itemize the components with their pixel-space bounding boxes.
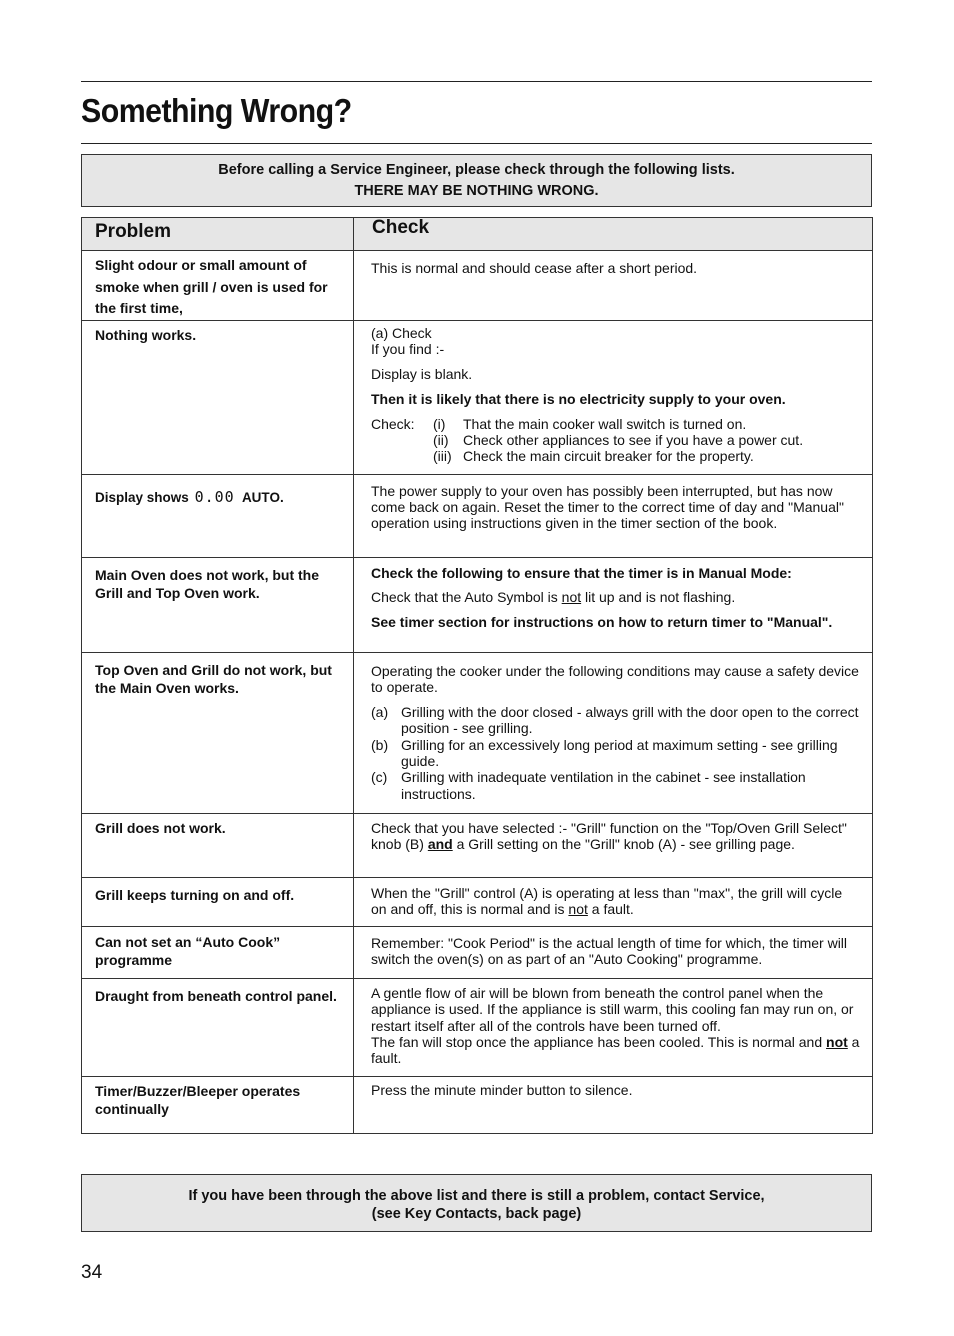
intro-line-1: Before calling a Service Engineer, please check through the following lists. bbox=[218, 162, 735, 178]
problem-cell: Can not set an “Auto Cook” programme bbox=[82, 926, 354, 978]
title-rule bbox=[81, 143, 872, 144]
page-title: Something Wrong? bbox=[81, 92, 352, 129]
table-row bbox=[82, 1076, 873, 1133]
problem-cell: Draught from beneath control panel. bbox=[82, 978, 354, 1076]
check-cell: Press the minute minder button to silence. bbox=[354, 1076, 873, 1133]
check-header: Check bbox=[354, 218, 873, 251]
table-row bbox=[82, 251, 873, 321]
problem-cell: Grill does not work. bbox=[82, 813, 354, 877]
troubleshooting-table bbox=[81, 217, 873, 1134]
problem-cell: Main Oven does not work, but the Grill and Top Oven work. bbox=[82, 557, 354, 652]
check-cell: The power supply to your oven has possibly been interrupted, but has now come back on again. Reset the timer to the correct time of day and "Manual" operation using instructions given in the timer section of the book. bbox=[354, 474, 873, 557]
page-number: 34 bbox=[81, 1262, 103, 1283]
table-row bbox=[82, 320, 873, 474]
table-row bbox=[82, 813, 873, 877]
problem-cell: Top Oven and Grill do not work, but the Main Oven works. bbox=[82, 652, 354, 813]
problem-cell: Grill keeps turning on and off. bbox=[82, 877, 354, 926]
problem-cell: Nothing works. bbox=[82, 320, 354, 474]
check-cell: Operating the cooker under the following conditions may cause a safety device to operate. (a) Grilling with the door closed - always grill with the door open to the correct position - see grilling. (b) Grilling for an excessively long period at maximum setting - see grilling guide. (c) Grilling with inadequate ventilation in the cabinet - see installation instructions. bbox=[354, 652, 873, 813]
intro-line-2: THERE MAY BE NOTHING WRONG. bbox=[354, 183, 599, 199]
service-line-1: If you have been through the above list and there is still a problem, contact Service, bbox=[188, 1188, 765, 1204]
top-rule bbox=[81, 81, 872, 82]
check-cell: When the "Grill" control (A) is operating at less than "max", the grill will cycle on and off, this is normal and is not a fault. bbox=[354, 877, 873, 926]
intro-notice bbox=[81, 154, 872, 207]
problem-cell: Slight odour or small amount of smoke when grill / oven is used for the first time, bbox=[82, 251, 354, 321]
problem-cell: Timer/Buzzer/Bleeper operates continually bbox=[82, 1076, 354, 1133]
check-cell: Check that you have selected :- "Grill" function on the "Top/Oven Grill Select" knob (B) and a Grill setting on the "Grill" knob (A) - see grilling page. bbox=[354, 813, 873, 877]
check-cell: (a) Check If you find :- Display is blank. Then it is likely that there is no electricity supply to your oven. Check: (i) That the main cooker wall switch is turned on. (ii) Check other appliances to see if you have a power cut. (iii) Check the main circuit breaker for the property. bbox=[354, 320, 873, 474]
problem-cell: Display shows 0.00 AUTO. bbox=[82, 474, 354, 557]
service-line-2: (see Key Contacts, back page) bbox=[371, 1206, 582, 1222]
table-header-row bbox=[82, 218, 873, 251]
table-row bbox=[82, 978, 873, 1076]
service-contact-notice bbox=[81, 1174, 872, 1232]
check-cell: This is normal and should cease after a short period. bbox=[354, 251, 873, 321]
problem-header: Problem bbox=[82, 218, 354, 251]
table-row bbox=[82, 474, 873, 557]
table-row bbox=[82, 877, 873, 926]
table-row bbox=[82, 652, 873, 813]
check-cell: Remember: "Cook Period" is the actual length of time for which, the timer will switch the oven(s) on as part of an "Auto Cooking" programme. bbox=[354, 926, 873, 978]
lcd-display-reading: 0.00 bbox=[194, 487, 235, 506]
table-row bbox=[82, 557, 873, 652]
check-cell: Check the following to ensure that the timer is in Manual Mode: Check that the Auto Symbol is not lit up and is not flashing. See timer section for instructions on how to return timer to "Manual". bbox=[354, 557, 873, 652]
table-row bbox=[82, 926, 873, 978]
check-cell: A gentle flow of air will be blown from beneath the control panel when the appliance is used. If the appliance is still warm, this cooling fan may run on, or restart itself after all of the controls have been turned off. The fan will stop once the appliance has been cooled. This is normal and not a fault. bbox=[354, 978, 873, 1076]
